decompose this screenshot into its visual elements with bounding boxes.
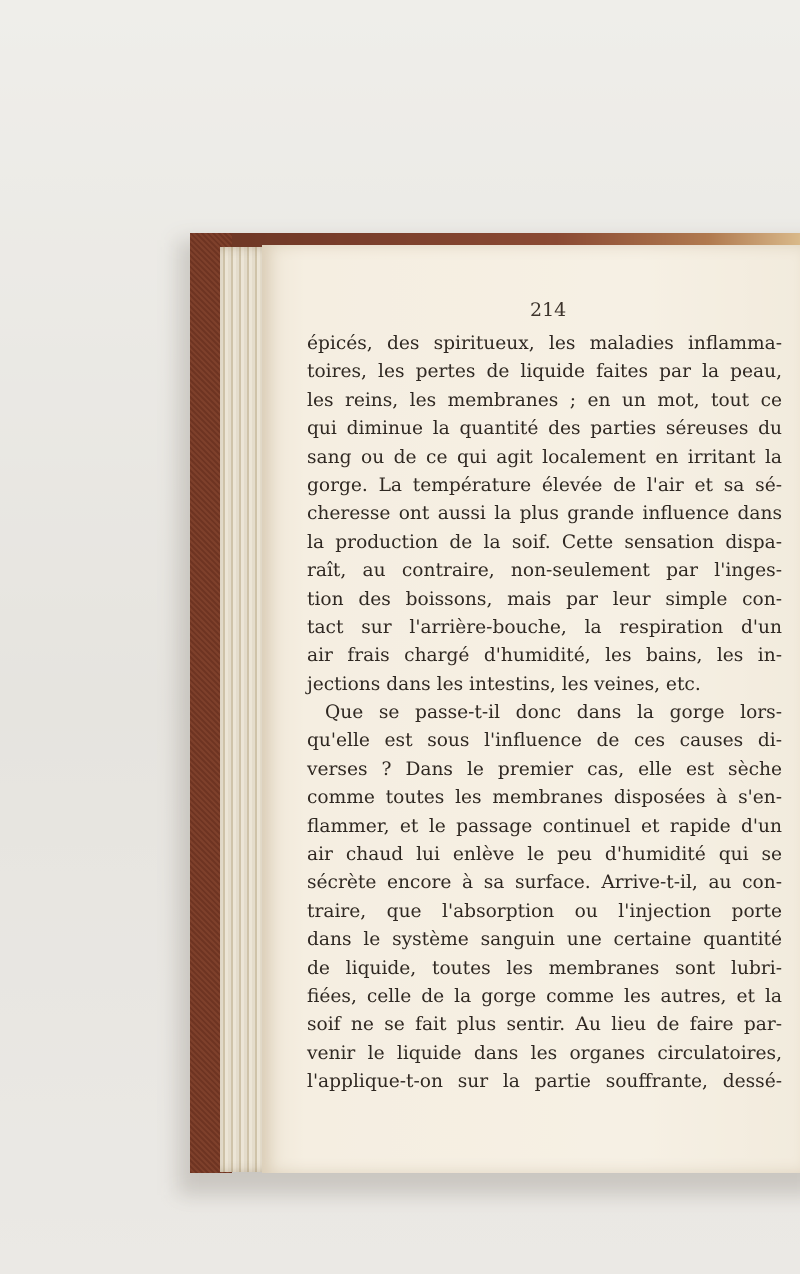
text-line: l'applique-t-on sur la partie souffrante, dessé- [307,1071,782,1093]
text-line: fiées, celle de la gorge comme les autres, et la [307,985,782,1007]
text-line: soif ne se fait plus sentir. Au lieu de faire par- [307,1014,782,1036]
text-line: épicés, des spiritueux, les maladies inflamma- [307,333,782,354]
text-line: la production de la soif. Cette sensation dispa- [307,531,782,553]
text-line: flammer, et le passage continuel et rapide d'un [307,815,782,837]
text-line: cheresse ont aussi la plus grande influence dans [307,503,782,525]
text-line: air chaud lui enlève le peu d'humidité qui se [307,844,782,866]
text-line: de liquide, toutes les membranes sont lubri- [307,957,782,979]
text-line: toires, les pertes de liquide faites par la peau, [307,361,782,383]
page-text [307,330,782,1097]
page-number: 214 [530,299,567,321]
text-line: comme toutes les membranes disposées à s'en- [307,787,782,809]
text-line: dans le système sanguin une certaine quantité [307,929,782,951]
text-line: qui diminue la quantité des parties séreuses du [307,418,782,440]
text-line: sécrète encore à sa surface. Arrive-t-il, au con- [307,872,782,894]
text-line: traire, que l'absorption ou l'injection porte [307,900,782,922]
text-line: raît, au contraire, non-seulement par l'inges- [307,560,782,582]
text-line: gorge. La température élevée de l'air et sa sé- [307,474,782,496]
text-line: tact sur l'arrière-bouche, la respiration d'un [307,616,782,638]
text-line: verses ? Dans le premier cas, elle est sèche [307,758,782,780]
text-line: venir le liquide dans les organes circulatoires, [307,1042,782,1064]
text-line: air frais chargé d'humidité, les bains, les in- [307,645,782,667]
text-line: les reins, les membranes ; en un mot, tout ce [307,389,782,411]
text-line: qu'elle est sous l'influence de ces causes di- [307,730,782,752]
text-line: tion des boissons, mais par leur simple con- [307,588,782,610]
paragraph-start-line: Que se passe-t-il donc dans la gorge lors- [325,702,782,724]
text-line: sang ou de ce qui agit localement en irritant la [307,446,782,468]
text-line: jections dans les intestins, les veines, etc. [307,673,701,695]
